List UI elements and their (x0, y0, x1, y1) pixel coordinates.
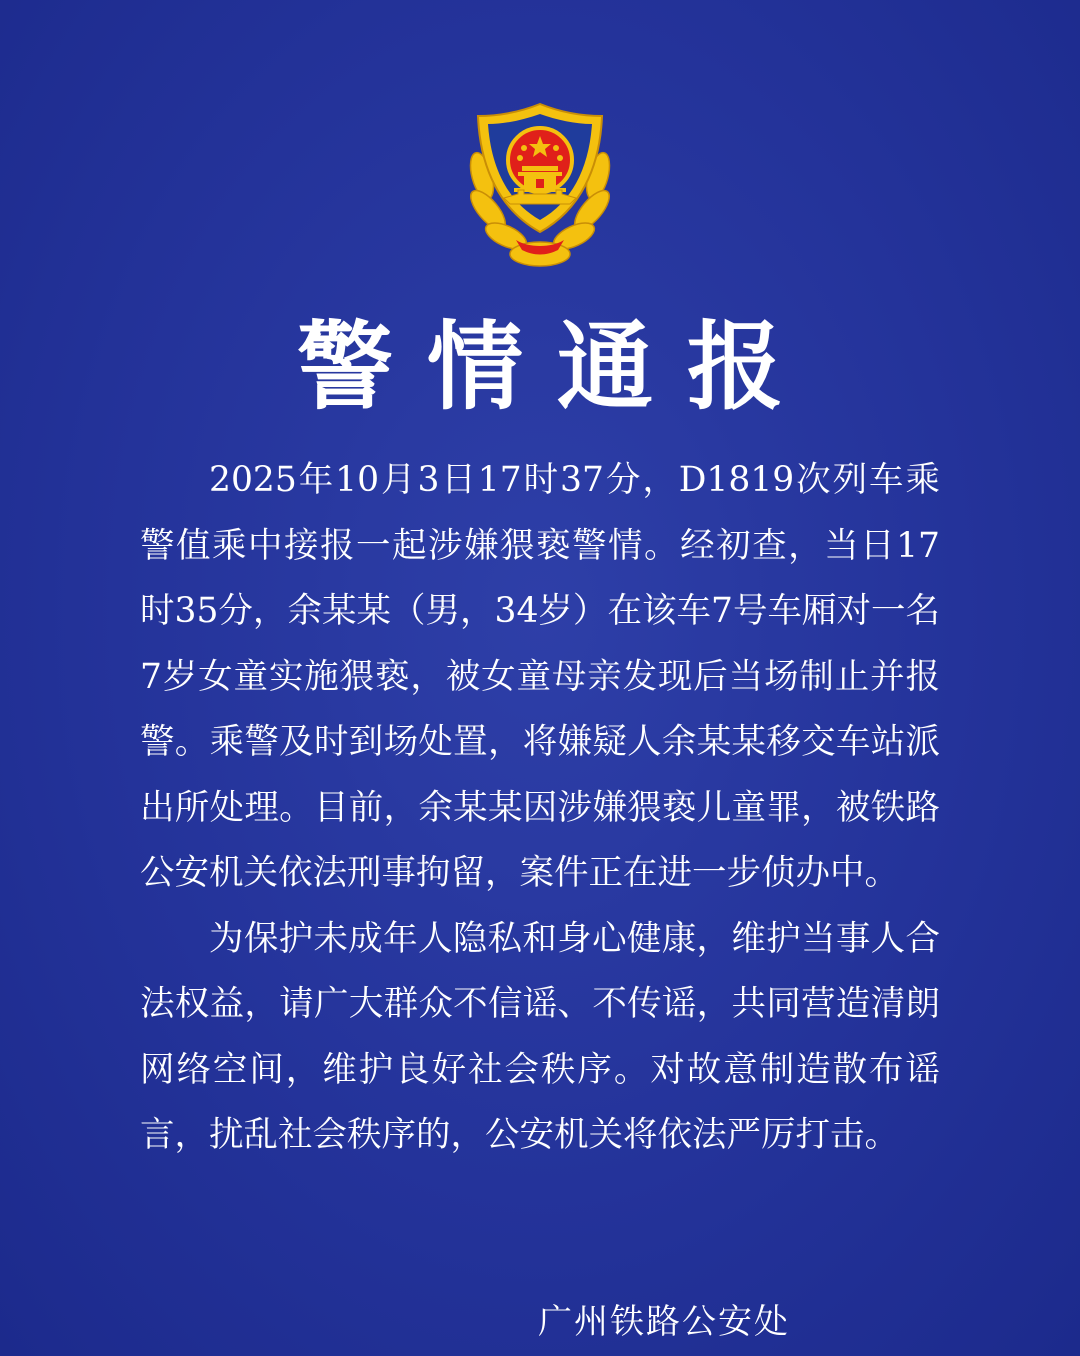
issuer-signature: 广州铁路公安处 (538, 1302, 790, 1342)
notice-paragraph: 2025年10月3日17时37分，D1819次列车乘警值乘中接报一起涉嫌猥亵警情。经初查，当日17时35分，余某某（男，34岁）在该车7号车厢对一名7岁女童实施猥亵，被女童母亲发现后当场制止并报警。乘警及时到场处置，将嫌疑人余某某移交车站派出所处理。目前，余某某因涉嫌猥亵儿童罪，被铁路公安机关依法刑事拘留，案件正在进一步侦办中。 (140, 460, 940, 893)
notice-paragraph: 为保护未成年人隐私和身心健康，维护当事人合法权益，请广大群众不信谣、不传谣，共同营造清朗网络空间，维护良好社会秩序。对故意制造散布谣言，扰乱社会秩序的，公安机关将依法严厉打击。 (140, 918, 940, 1155)
police-badge-icon (458, 98, 622, 270)
notice-body (140, 448, 940, 1169)
page-title: 警情通报 (297, 310, 817, 423)
